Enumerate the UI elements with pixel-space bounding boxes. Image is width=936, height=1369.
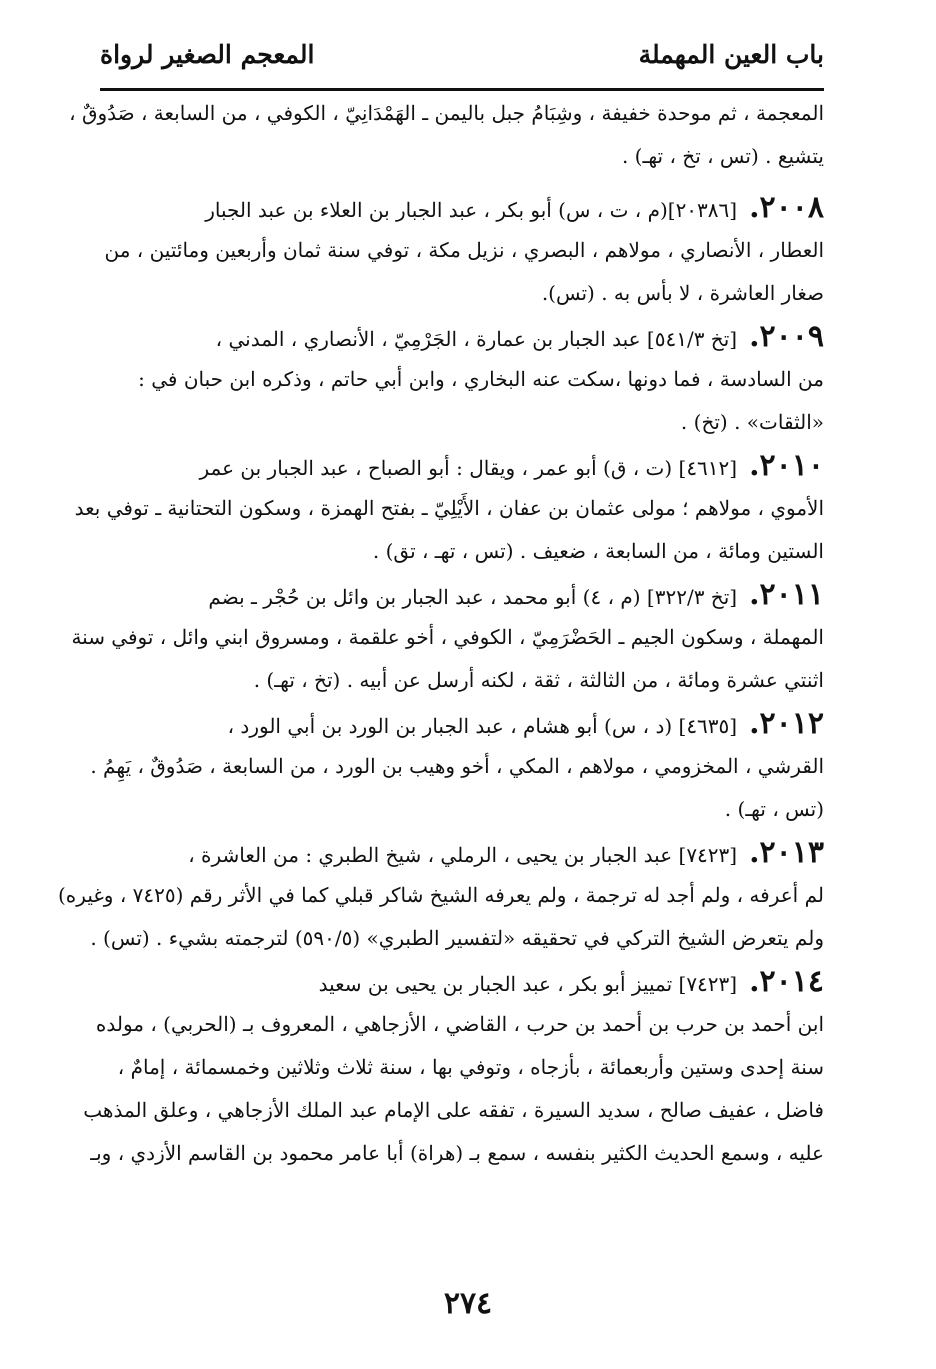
text-line — [100, 186, 824, 229]
entry-number: ٢٠٠٨. — [749, 190, 824, 225]
page-number: ٢٧٤ — [443, 1286, 493, 1321]
text-line — [100, 573, 824, 616]
text-line: «الثقات» . (تخ) . — [680, 410, 824, 434]
text-line: صغار العاشرة ، لا بأس به . (تس). — [541, 281, 824, 305]
text-line — [100, 315, 824, 358]
text-line: لم أعرفه ، ولم أجد له ترجمة ، ولم يعرفه الشيخ شاكر قبلي كما في الأثر رقم (٧٤٢٥ ، وغيره) — [58, 883, 824, 907]
text-line: عليه ، وسمع الحديث الكثير بنفسه ، سمع بـ (هراة) أبا عامر محمود بن القاسم الأزدي ، وبـ — [90, 1141, 824, 1165]
entry-text: [تخ ٥٤١/٣] عبد الجبار بن عمارة ، الجَرْمِيّ ، الأنصاري ، المدني ، — [215, 327, 738, 351]
text-line: ابن أحمد بن حرب بن أحمد بن حرب ، القاضي ، الأزجاهي ، المعروف بـ (الحربي) ، مولده — [95, 1012, 824, 1036]
text-line: من السادسة ، فما دونها ،سكت عنه البخاري ، وابن أبي حاتم ، وذكره ابن حبان في : — [138, 367, 824, 391]
entry-2008 — [100, 186, 824, 315]
entry-2014 — [83, 960, 824, 1175]
text-line — [100, 960, 824, 1003]
entry-number: ٢٠١٠. — [749, 448, 824, 483]
text-line: سنة إحدى وستين وأربعمائة ، بأزجاه ، وتوفي بها ، سنة ثلاث وثلاثين وخمسمائة ، إمامٌ ، — [117, 1055, 824, 1079]
text-line — [100, 444, 824, 487]
entry-number: ٢٠١١. — [749, 577, 824, 612]
entry-text: [٤٦١٢] (ت ، ق) أبو عمر ، ويقال : أبو الصباح ، عبد الجبار بن عمر — [199, 456, 738, 480]
text-line: المهملة ، وسكون الجيم ـ الحَضْرَمِيّ ، الكوفي ، أخو علقمة ، ومسروق ابني وائل ، توفي سنة — [71, 625, 824, 649]
text-line — [100, 831, 824, 874]
entry-2010 — [74, 444, 824, 573]
text-line: يتشيع . (تس ، تخ ، تهـ) . — [621, 144, 824, 168]
continuation-paragraph — [69, 92, 824, 178]
text-line — [100, 702, 824, 745]
entry-number: ٢٠١٢. — [749, 706, 824, 741]
entry-number: ٢٠١٤. — [749, 964, 824, 999]
entry-2011 — [71, 573, 824, 702]
text-line: الستين ومائة ، من السابعة ، ضعيف . (تس ، تهـ ، تق) . — [372, 539, 824, 563]
text-line: الأموي ، مولاهم ؛ مولى عثمان بن عفان ، الأَيْلِيّ ـ بفتح الهمزة ، وسكون التحتانية ـ توفي بعد — [74, 496, 824, 520]
entry-2012 — [90, 702, 824, 831]
page-body — [58, 92, 824, 1175]
chapter-title: باب العين المهملة — [638, 40, 824, 69]
text-line: ولم يتعرض الشيخ التركي في تحقيقه «لتفسير الطبري» (٥٩٠/٥) لترجمته بشيء . (تس) . — [90, 926, 824, 950]
text-line: فاضل ، عفيف صالح ، سديد السيرة ، تفقه على الإمام عبد الملك الأزجاهي ، وعلق المذهب — [83, 1098, 824, 1122]
entry-text: [٧٤٢٣] عبد الجبار بن يحيى ، الرملي ، شيخ الطبري : من العاشرة ، — [188, 843, 738, 867]
entry-number: ٢٠٠٩. — [749, 319, 824, 354]
book-title: المعجم الصغير لرواة — [100, 40, 315, 69]
text-line: اثنتي عشرة ومائة ، من الثالثة ، ثقة ، لكنه أرسل عن أبيه . (تخ ، تهـ) . — [253, 668, 824, 692]
entry-number: ٢٠١٣. — [749, 835, 824, 870]
text-line: القرشي ، المخزومي ، مولاهم ، المكي ، أخو وهيب بن الورد ، من السابعة ، صَدُوقٌ ، يَهِمُ . — [90, 754, 824, 778]
entry-text: [٧٤٢٣] تمييز أبو بكر ، عبد الجبار بن يحيى بن سعيد — [318, 972, 738, 996]
entry-text: [٢٠٣٨٦](م ، ت ، س) أبو بكر ، عبد الجبار بن العلاء بن عبد الجبار — [205, 198, 738, 222]
text-line: المعجمة ، ثم موحدة خفيفة ، وشِبَامُ جبل باليمن ـ الهَمْدَانِيّ ، الكوفي ، من السابعة ، صَدُوقٌ ، — [69, 101, 824, 125]
running-header — [100, 30, 824, 91]
text-line: (تس ، تهـ) . — [724, 797, 824, 821]
entry-text: [تخ ٣٢٢/٣] (م ، ٤) أبو محمد ، عبد الجبار بن وائل بن حُجْر ـ بضم — [208, 585, 738, 609]
entry-2013 — [58, 831, 824, 960]
text-line: العطار ، الأنصاري ، مولاهم ، البصري ، نزيل مكة ، توفي سنة ثمان وأربعين ومائتين ، من — [104, 238, 824, 262]
entry-text: [٤٦٣٥] (د ، س) أبو هشام ، عبد الجبار بن الورد بن أبي الورد ، — [227, 714, 738, 738]
entry-2009 — [100, 315, 824, 444]
